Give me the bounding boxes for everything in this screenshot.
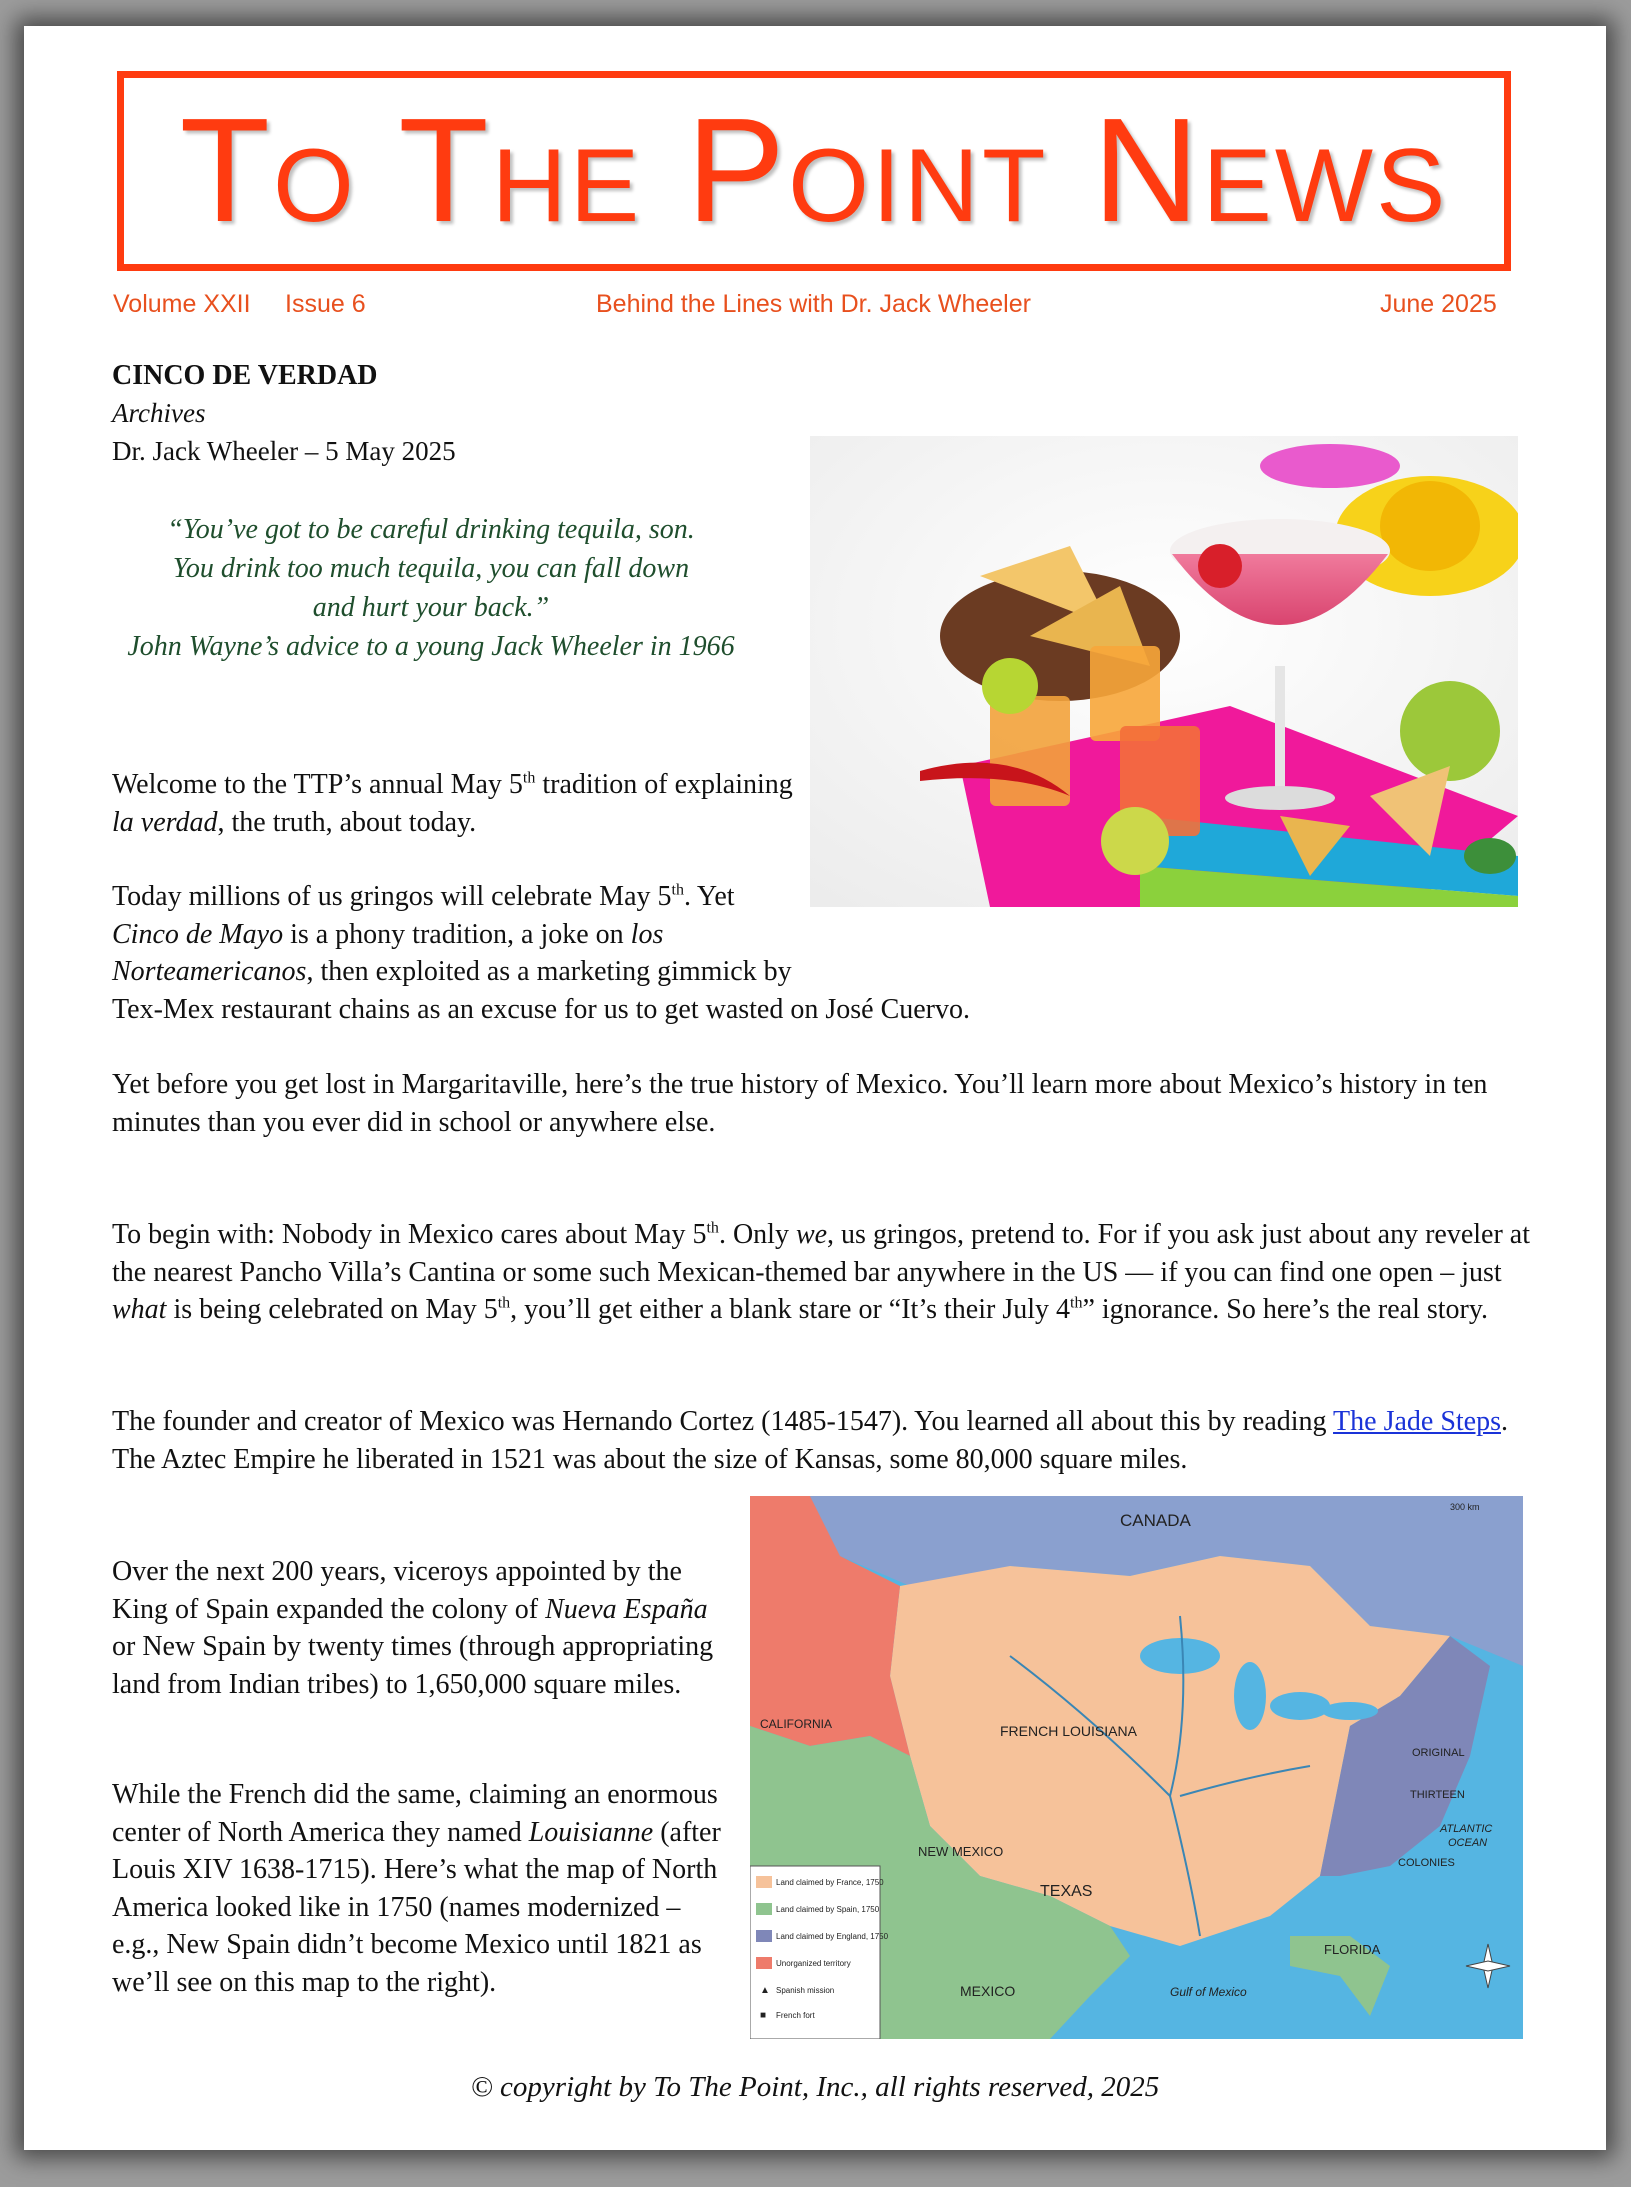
- newsletter-page: [24, 26, 1606, 2150]
- map-label-california: CALIFORNIA: [760, 1717, 833, 1731]
- quote-attribution: John Wayne’s advice to a young Jack Wheeler in 1966: [127, 631, 735, 662]
- map-label-ocean: OCEAN: [1448, 1837, 1488, 1849]
- paragraph: [112, 1216, 1552, 1329]
- legend-item: Unorganized territory: [776, 1959, 851, 1968]
- paragraph: [112, 1403, 1532, 1478]
- legend-item: Land claimed by France, 1750: [776, 1878, 884, 1887]
- quote-line: and hurt your back.”: [312, 592, 550, 623]
- text-span: . Yet: [683, 881, 735, 912]
- text-span: tradition of explaining: [535, 769, 793, 800]
- image-wrap-spacer: [792, 878, 1552, 916]
- text-span: (after Louis XIV 1638-1715). Here’s what the map of North America looked like in 1750 (names modernized – e.g., New Spain didn’t become Mexico until 1821 as we’ll see on this map to the right).: [112, 1816, 721, 1998]
- map-label-new-mexico: NEW MEXICO: [918, 1844, 1004, 1859]
- quote-line: “You’ve got to be careful drinking tequila, son.: [167, 514, 695, 545]
- map-label-mexico: MEXICO: [960, 1983, 1016, 1999]
- masthead-title: To The Point News: [179, 88, 1449, 253]
- italic-span: Louisianne: [528, 1816, 654, 1848]
- text-span: is being celebrated on May 5: [166, 1294, 498, 1325]
- map-illustration: [750, 1496, 1523, 2039]
- map-label-canada: CANADA: [1120, 1511, 1191, 1530]
- paragraph: [112, 766, 794, 841]
- text-span: , us gringos, pretend to. For if you ask just about any reveler at the nearest Pancho Villa’s Cantina or some such Mexican-themed bar anywhere in the US — if you can find one open – just: [112, 1219, 1531, 1288]
- great-lake: [1234, 1662, 1266, 1730]
- map-label-french-louisiana: FRENCH LOUISIANA: [1000, 1723, 1137, 1739]
- paragraph: Yet before you get lost in Margaritaville, here’s the true history of Mexico. You’ll learn more about Mexico’s history in ten minutes than you ever did in school or anywhere else.: [112, 1069, 1488, 1138]
- issue-label: Issue 6: [285, 290, 366, 318]
- legend-swatch-france: [756, 1876, 772, 1888]
- legend-item: Spanish mission: [776, 1986, 835, 1995]
- text-span: To begin with: Nobody in Mexico cares about May 5: [112, 1219, 707, 1250]
- article-section: Archives: [112, 398, 206, 428]
- text-span: Today millions of us gringos will celebrate May 5: [112, 881, 672, 912]
- paragraph: [112, 878, 1552, 1028]
- paragraph: [112, 1553, 732, 1703]
- italic-span: la verdad: [112, 806, 218, 838]
- legend-item: Land claimed by England, 1750: [776, 1932, 889, 1941]
- paragraph: [112, 1776, 732, 2001]
- legend-item: French fort: [776, 2011, 815, 2020]
- text-span: , you’ll get either a blank stare or “It’s their July 4: [510, 1294, 1070, 1325]
- map-label-original: ORIGINAL: [1412, 1747, 1465, 1759]
- legend-fort-icon: ■: [760, 2010, 767, 2021]
- legend-swatch-spain: [756, 1903, 772, 1915]
- article-title: CINCO DE VERDAD: [112, 360, 378, 391]
- text-span: . The Aztec Empire he liberated in 1521 was about the size of Kansas, some 80,000 square miles.: [112, 1406, 1508, 1475]
- text-span: While the French did the same, claiming an enormous center of North America they named: [112, 1779, 718, 1848]
- photo-illustration: [810, 436, 1518, 907]
- text-span: The founder and creator of Mexico was Hernando Cortez (1485-1547). You learned all about this by reading: [112, 1406, 1334, 1437]
- great-lake: [1140, 1638, 1220, 1674]
- text-span: , then exploited as a marketing gimmick by Tex-Mex restaurant chains as an excuse for us to get wasted on José Cuervo.: [112, 956, 971, 1025]
- masthead: [117, 71, 1511, 271]
- map-label-colonies: COLONIES: [1398, 1857, 1455, 1869]
- map-legend: [750, 1866, 880, 2039]
- jade-steps-link[interactable]: The Jade Steps: [1333, 1406, 1501, 1437]
- quote-line: You drink too much tequila, you can fall down: [172, 553, 690, 584]
- image-wrap-spacer: [792, 916, 1552, 954]
- volume-label: Volume XXII: [113, 290, 251, 318]
- text-span: Welcome to the TTP’s annual May 5: [112, 769, 523, 800]
- epigraph-quote: [116, 510, 746, 666]
- north-america-1750-map: [750, 1496, 1523, 2039]
- text-span: Over the next 200 years, viceroys appointed by the King of Spain expanded the colony of: [112, 1556, 682, 1625]
- text-span: , the truth, about today.: [217, 806, 477, 838]
- italic-span: Cinco de Mayo: [112, 918, 284, 950]
- map-scale: 300 km: [1450, 1502, 1480, 1512]
- text-span: or New Spain by twenty times (through appropriating land from Indian tribes) to 1,650,000 square miles.: [112, 1631, 714, 1700]
- map-label-gulf: Gulf of Mexico: [1170, 1985, 1247, 1999]
- italic-span: what: [112, 1294, 167, 1325]
- legend-mission-icon: ▲: [760, 1985, 770, 1996]
- italic-span: Nueva España: [545, 1593, 708, 1625]
- copyright-notice: © copyright by To The Point, Inc., all rights reserved, 2025: [470, 2071, 1160, 2103]
- superscript: th: [706, 1219, 719, 1237]
- text-span: . Only: [718, 1219, 796, 1250]
- great-lake: [1322, 1702, 1378, 1720]
- text-span: is a phony tradition, a joke on: [283, 918, 631, 950]
- great-lake: [1270, 1692, 1330, 1720]
- map-label-atlantic: ATLANTIC: [1440, 1823, 1493, 1835]
- superscript: th: [522, 769, 536, 787]
- column-title: Behind the Lines with Dr. Jack Wheeler: [596, 290, 1031, 318]
- superscript: th: [1070, 1294, 1083, 1312]
- cinco-de-mayo-photo: [810, 436, 1518, 907]
- map-label-florida: FLORIDA: [1324, 1942, 1381, 1957]
- legend-swatch-unorganized: [756, 1957, 772, 1969]
- italic-span: we: [795, 1219, 828, 1250]
- map-label-texas: TEXAS: [1040, 1883, 1093, 1900]
- article-byline: Dr. Jack Wheeler – 5 May 2025: [112, 436, 456, 466]
- legend-swatch-england: [756, 1930, 772, 1942]
- italic-span: los Norteamericanos: [112, 918, 664, 987]
- text-span: ” ignorance. So here’s the real story.: [1082, 1294, 1489, 1325]
- map-label-thirteen: THIRTEEN: [1410, 1789, 1465, 1801]
- legend-item: Land claimed by Spain, 1750: [776, 1905, 880, 1914]
- superscript: th: [497, 1294, 511, 1312]
- superscript: th: [671, 881, 684, 899]
- issue-date: June 2025: [1380, 290, 1497, 318]
